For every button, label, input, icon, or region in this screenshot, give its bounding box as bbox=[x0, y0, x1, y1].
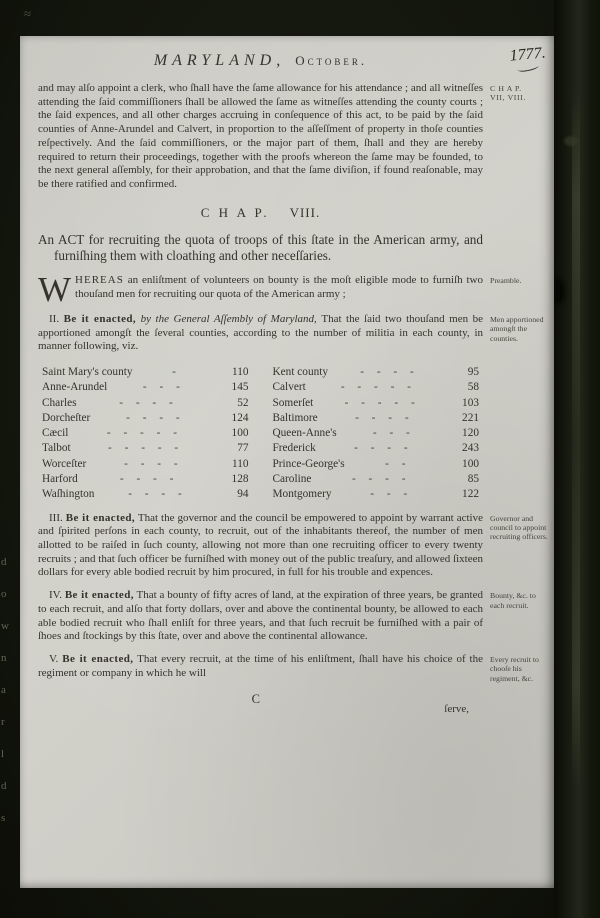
enacting-clause: Be it enacted, bbox=[62, 652, 134, 665]
margin-note-preamble: Preamble. bbox=[490, 275, 522, 285]
section-3-block bbox=[38, 512, 548, 581]
leader-dashes: - - - bbox=[372, 427, 415, 440]
bleed-glyph: w bbox=[1, 620, 9, 632]
bleed-glyph: r bbox=[1, 716, 5, 728]
enacting-clause: Be it enacted, bbox=[64, 589, 134, 602]
county-quota: 52 bbox=[237, 396, 249, 409]
leader-dashes: - - - - bbox=[355, 411, 414, 424]
leader-dashes: - - bbox=[385, 457, 411, 470]
chapter-heading bbox=[38, 205, 483, 221]
county-quota: 110 bbox=[231, 365, 249, 378]
margin-note-chapter bbox=[490, 82, 548, 192]
county-name: Anne-Arundel bbox=[42, 381, 108, 394]
year-text: 1777. bbox=[508, 44, 547, 65]
leader-dashes: - - - - bbox=[128, 488, 187, 501]
bleed-glyph: d bbox=[1, 780, 7, 792]
county-table-block bbox=[38, 363, 548, 503]
section-5-text: That every recruit, at the time of his enliſtment, ſhall have his choice of the regiment or company in which he will bbox=[38, 652, 483, 679]
table-cell bbox=[273, 487, 480, 502]
leader-dashes: - - - - - bbox=[340, 381, 416, 394]
table-row bbox=[42, 457, 479, 472]
leader-dashes: - bbox=[172, 365, 181, 378]
table-cell bbox=[273, 426, 480, 441]
leader-dashes: - - - - bbox=[351, 473, 411, 485]
table-cell bbox=[42, 411, 249, 426]
table-cell bbox=[42, 487, 249, 502]
margin-spacer bbox=[490, 232, 548, 265]
continuation-paragraph: and may alſo appoint a clerk, who ſhall have the ſame allowance for his attendance ; and all witneſſes attending the ſaid commiſſioners ſhall be allowed the ſame as witneſſes attending the county courts ; the ſaid expences, and all other charges accruing in conſequence of this act, to be paid by the ſaid counties of Anne-Arundel and Calvert, in proportion to the aſſeſſment of property in thoſe counties reſpectively. And the ſaid commiſſioners, or the major part of them, ſhall and they are hereby required to return their proceedings, together with the proofs whereon the ſame may be founded, to the next general aſſembly, for their approbation, and that the ſame diviſion, if found reaſonable, may be there ratified and confirmed. bbox=[38, 82, 483, 190]
county-name: Caroline bbox=[272, 473, 312, 485]
section-2-text: That the ſaid two thouſand men be apportioned amongſt the ſeveral counties, according to the number of militia in each county, in manner following, viz. bbox=[38, 312, 484, 353]
section-number: II. bbox=[49, 312, 60, 325]
county-name: Montgomery bbox=[272, 488, 332, 501]
ink-mark: ≈ bbox=[24, 6, 32, 21]
county-name: Charles bbox=[42, 396, 77, 409]
page-edge-bleed-text bbox=[1, 546, 17, 834]
chapter-number: VIII. bbox=[289, 204, 321, 220]
county-name: Baltimore bbox=[272, 411, 318, 424]
leader-dashes: - - - bbox=[370, 488, 413, 501]
leader-dashes: - - - - bbox=[354, 442, 413, 455]
act-title: An ACT for recruiting the quota of troops of this ſtate in the American army, and furniſhing them with cloathing and other neceſſaries. bbox=[38, 231, 483, 264]
preamble-block bbox=[38, 269, 548, 309]
bleed-glyph: l bbox=[1, 748, 5, 760]
table-cell bbox=[273, 472, 480, 487]
county-quota: 221 bbox=[462, 411, 479, 424]
leader-dashes: - - - - bbox=[124, 457, 183, 470]
section-number: V. bbox=[49, 652, 59, 665]
section-2-paragraph bbox=[38, 313, 483, 354]
handwritten-year bbox=[509, 44, 547, 72]
county-quota: 122 bbox=[462, 488, 479, 501]
county-quota: 128 bbox=[231, 473, 249, 485]
county-name: Calvert bbox=[272, 381, 306, 394]
margin-spacer bbox=[490, 363, 548, 503]
bleed-glyph: a bbox=[1, 684, 6, 696]
county-quota: 120 bbox=[462, 427, 479, 440]
county-quota: 145 bbox=[231, 381, 249, 394]
county-quota: 124 bbox=[231, 411, 249, 424]
county-quota: 94 bbox=[237, 488, 249, 501]
margin-note-section-5: Every recruit to chooſe his regiment, &c. bbox=[490, 654, 539, 683]
act-title-block bbox=[38, 232, 548, 265]
table-row bbox=[42, 441, 479, 456]
table-cell bbox=[273, 380, 480, 395]
section-3-paragraph bbox=[38, 512, 483, 581]
table-cell bbox=[273, 457, 480, 472]
table-cell bbox=[42, 380, 249, 395]
table-row bbox=[42, 365, 479, 380]
table-cell bbox=[42, 365, 249, 380]
county-quota: 58 bbox=[467, 381, 479, 394]
county-quota-table bbox=[38, 363, 483, 503]
table-row bbox=[42, 396, 479, 411]
book-binding-strip bbox=[554, 0, 600, 918]
section-4-paragraph bbox=[38, 589, 483, 644]
running-title-state: MARYLAND, bbox=[153, 52, 286, 69]
table-row bbox=[42, 411, 479, 426]
county-quota: 103 bbox=[462, 396, 479, 409]
continuation-block bbox=[38, 82, 548, 192]
table-row bbox=[42, 426, 479, 441]
chap-note-line1: C H A P. bbox=[490, 84, 522, 93]
county-name: Dorcheſter bbox=[42, 411, 91, 424]
signature-mark: C bbox=[251, 692, 260, 707]
binding-smudge bbox=[564, 136, 578, 146]
county-name: Talbot bbox=[42, 442, 71, 455]
document-page bbox=[20, 36, 554, 888]
page-footer bbox=[38, 692, 483, 720]
table-cell bbox=[273, 365, 480, 380]
table-row bbox=[42, 487, 479, 502]
county-name: Harford bbox=[42, 473, 78, 485]
county-name: Cæcil bbox=[42, 427, 69, 440]
county-quota: 100 bbox=[231, 427, 249, 440]
table-cell bbox=[42, 396, 249, 411]
preamble-paragraph bbox=[38, 269, 483, 309]
table-cell bbox=[42, 426, 249, 441]
section-2-italic: by the General Aſſembly of Maryland, bbox=[136, 312, 322, 325]
county-quota: 85 bbox=[467, 473, 479, 485]
catchword: ſerve, bbox=[444, 703, 469, 716]
county-quota: 110 bbox=[231, 457, 249, 470]
county-name: Kent county bbox=[272, 365, 329, 378]
chapter-label: C H A P. bbox=[200, 204, 270, 220]
section-number: III. bbox=[49, 511, 63, 524]
leader-dashes: - - - - bbox=[119, 396, 178, 409]
preamble-lead: HEREAS bbox=[75, 273, 124, 286]
table-row bbox=[42, 380, 479, 395]
section-3-text: That the governor and the council be empowered to appoint by warrant active and ſpirited perſons in each county, to recruit, out of the inhabitants thereof, the number of men allotted to be raiſed in ſuch county, allowing not more than one recruiting officer to every twenty recruits ; and that ſuch officer be furniſhed with money out of the public treaſury, and allowed ſixteen dollars for every able bodied recruit by him procured, in full for his trouble and expences. bbox=[38, 511, 483, 579]
county-name: Prince-George's bbox=[272, 457, 345, 470]
county-name: Worceſter bbox=[42, 457, 87, 470]
county-name: Waſhington bbox=[42, 488, 95, 501]
county-quota: 243 bbox=[462, 442, 479, 455]
enacting-clause: Be it enacted, bbox=[63, 312, 137, 325]
section-4-block bbox=[38, 589, 548, 644]
leader-dashes: - - - - - bbox=[108, 442, 184, 455]
binding-highlight bbox=[572, 90, 580, 790]
drop-cap: W bbox=[38, 269, 72, 309]
margin-spacer bbox=[490, 692, 548, 720]
bleed-glyph: d bbox=[1, 556, 7, 568]
section-2-block bbox=[38, 313, 548, 354]
table-cell bbox=[42, 457, 249, 472]
table-row bbox=[42, 472, 479, 487]
margin-note-section-4: Bounty, &c. to each recruit. bbox=[490, 591, 536, 610]
table-cell bbox=[273, 441, 480, 456]
footer-block bbox=[38, 692, 548, 720]
preamble-text: an enliſtment of volunteers on bounty is the moſt eligible mode to furniſh two thouſand men for recruiting our quota of the American army ; bbox=[75, 273, 483, 300]
county-name: Somerſet bbox=[272, 396, 314, 409]
table-cell bbox=[42, 441, 249, 456]
table-cell bbox=[42, 472, 249, 487]
county-name: Frederick bbox=[272, 442, 316, 455]
county-quota: 100 bbox=[462, 457, 479, 470]
page-header bbox=[38, 44, 548, 82]
enacting-clause: Be it enacted, bbox=[65, 511, 136, 524]
county-name: Saint Mary's county bbox=[42, 365, 133, 378]
county-quota: 77 bbox=[237, 442, 249, 455]
county-quota: 95 bbox=[467, 365, 479, 378]
table-cell bbox=[273, 411, 480, 426]
section-5-paragraph bbox=[38, 653, 483, 683]
section-number: IV. bbox=[49, 589, 62, 602]
leader-dashes: - - - - bbox=[360, 365, 419, 378]
section-5-block bbox=[38, 653, 548, 683]
leader-dashes: - - - - bbox=[126, 411, 185, 424]
section-4-text: That a bounty of fifty acres of land, at the expiration of three years, be granted to each recruit, and alſo that forty dollars, over and above the continental bounty, be allowed to each able bodied recruit who ſhall enliſt for three years, and that ſuch recruit be furniſhed with a pair of ſhoes and ſtockings by this ſtate, over and above the continental allowance. bbox=[38, 589, 483, 643]
chapter-heading-block bbox=[38, 201, 548, 223]
leader-dashes: - - - - - bbox=[344, 396, 420, 409]
leader-dashes: - - - bbox=[142, 381, 185, 394]
bleed-glyph: o bbox=[1, 588, 7, 600]
bleed-glyph: n bbox=[1, 652, 7, 664]
running-title bbox=[38, 44, 483, 82]
margin-note-section-2: Men apportioned amongſt the counties. bbox=[490, 314, 544, 343]
bleed-glyph: s bbox=[1, 812, 6, 824]
margin-spacer bbox=[490, 201, 548, 223]
leader-dashes: - - - - bbox=[119, 473, 179, 485]
running-title-month: October. bbox=[295, 53, 368, 68]
county-name: Queen-Anne's bbox=[272, 427, 337, 440]
table-cell bbox=[273, 396, 480, 411]
margin-note-section-3: Governor and council to appoint recruiting officers. bbox=[490, 513, 548, 542]
leader-dashes: - - - - - bbox=[106, 427, 182, 440]
chap-note-line2: VII, VIII. bbox=[490, 93, 526, 103]
